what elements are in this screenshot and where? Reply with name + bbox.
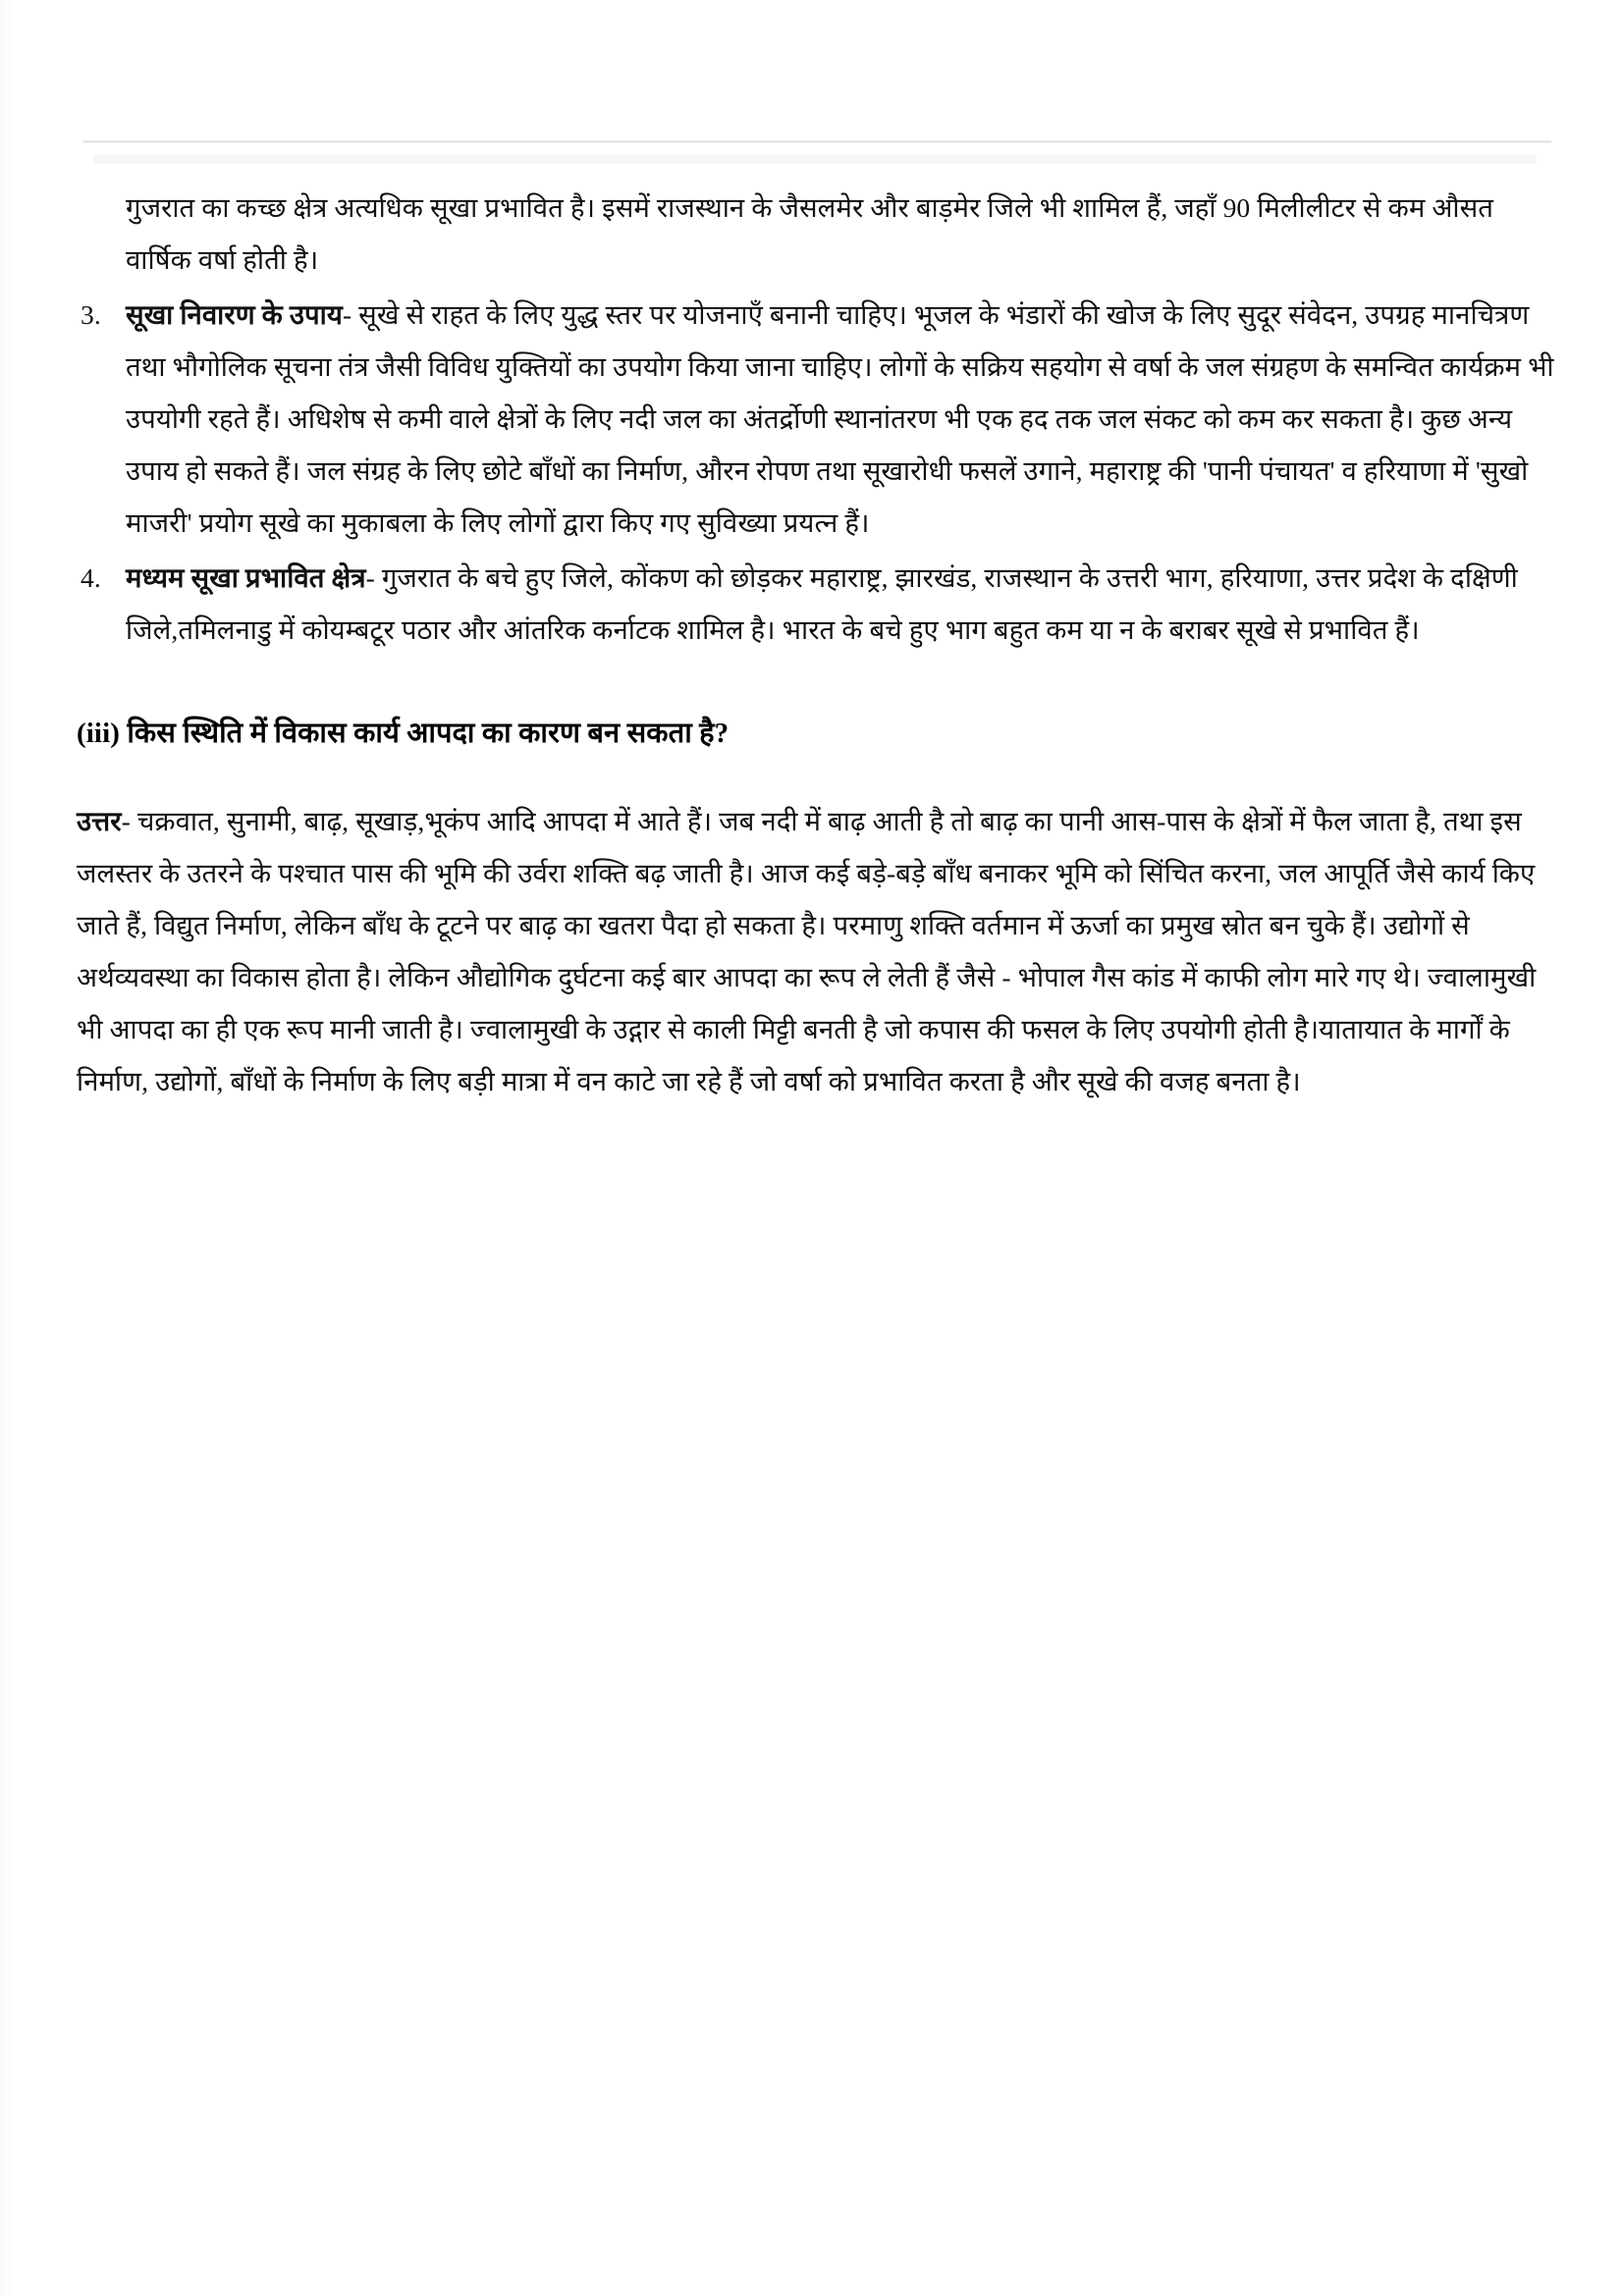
answer-bold-lead: उत्तर <box>77 806 122 836</box>
question-heading: (iii) किस स्थिति में विकास कार्य आपदा का कारण बन सकता है? <box>77 718 730 749</box>
page-content <box>77 182 1557 1107</box>
list-item-body: - सूखे से राहत के लिए युद्ध स्तर पर योजनाएँ बनानी चाहिए। भूजल के भंडारों की खोज के लिए सुदूर संवेदन, उपग्रह मानचित्रण तथा भौगोलिक सूचना तंत्र जैसी विविध युक्तियों का उपयोग किया जाना चाहिए। लोगों के सक्रिय सहयोग से वर्षा के जल संग्रहण के समन्वित कार्यक्रम भी उपयोगी रहते हैं। अधिशेष से कमी वाले क्षेत्रों के लिए नदी जल का अंतर्द्रोणी स्थानांतरण भी एक हद तक जल संकट को कम कर सकता है। कुछ अन्य उपाय हो सकते हैं। जल संग्रह के लिए छोटे बाँधों का निर्माण, औरन रोपण तथा सूखारोधी फसलें उगाने, महाराष्ट्र की 'पानी पंचायत' व हरियाणा में 'सुखो माजरी' प्रयोग सूखे का मुकाबला के लिए लोगों द्वारा किए गए सुविख्या प्रयत्न हैं। <box>126 299 1554 538</box>
numbered-list <box>77 289 1557 656</box>
page-edge-shading <box>0 0 14 2296</box>
list-item <box>77 552 1557 656</box>
header-rule <box>83 140 1551 143</box>
list-marker: 4. <box>81 562 101 593</box>
list-item-body: - गुजरात के बचे हुए जिले, कोंकण को छोड़कर महाराष्ट्र, झारखंड, राजस्थान के उत्तरी भाग, हरियाणा, उत्तर प्रदेश के दक्षिणी जिले,तमिलनाडु में कोयम्बटूर पठार और आंतरिक कर्नाटक शामिल है। भारत के बचे हुए भाग बहुत कम या न के बराबर सूखे से प्रभावित हैं। <box>126 562 1518 645</box>
answer-body: - चक्रवात, सुनामी, बाढ़, सूखाड़,भूकंप आदि आपदा में आते हैं। जब नदी में बाढ़ आती है तो बाढ़ का पानी आस-पास के क्षेत्रों में फैल जाता है, तथा इस जलस्तर के उतरने के पश्चात पास की भूमि की उर्वरा शक्ति बढ़ जाती है। आज कई बड़े-बड़े बाँध बनाकर भूमि को सिंचित करना, जल आपूर्ति जैसे कार्य किए जाते हैं, विद्युत निर्माण, लेकिन बाँध के टूटने पर बाढ़ का खतरा पैदा हो सकता है। परमाणु शक्ति वर्तमान में ऊर्जा का प्रमुख स्रोत बन चुके हैं। उद्योगों से अर्थव्यवस्था का विकास होता है। लेकिन औद्योगिक दुर्घटना कई बार आपदा का रूप ले लेती हैं जैसे - भोपाल गैस कांड में काफी लोग मारे गए थे। ज्वालामुखी भी आपदा का ही एक रूप मानी जाती है। ज्वालामुखी के उद्गार से काली मिट्टी बनती है जो कपास की फसल के लिए उपयोगी होती है।यातायात के मार्गों के निर्माण, उद्योगों, बाँधों के निर्माण के लिए बड़ी मात्रा में वन काटे जा रहे हैं जो वर्षा को प्रभावित करता है और सूखे की वजह बनता है। <box>77 806 1537 1096</box>
answer-paragraph <box>77 795 1557 1107</box>
list-item-bold-lead: मध्यम सूखा प्रभावित क्षेत्र <box>126 562 366 593</box>
list-marker: 3. <box>81 299 101 330</box>
list-item-bold-lead: सूखा निवारण के उपाय <box>126 299 343 330</box>
header-rule-shadow <box>93 155 1537 164</box>
lead-paragraph: गुजरात का कच्छ क्षेत्र अत्यधिक सूखा प्रभावित है। इसमें राजस्थान के जैसलमेर और बाड़मेर जिले भी शामिल हैं, जहाँ 90 मिलीलीटर से कम औसत वार्षिक वर्षा होती है। <box>126 192 1494 275</box>
list-item <box>77 289 1557 549</box>
